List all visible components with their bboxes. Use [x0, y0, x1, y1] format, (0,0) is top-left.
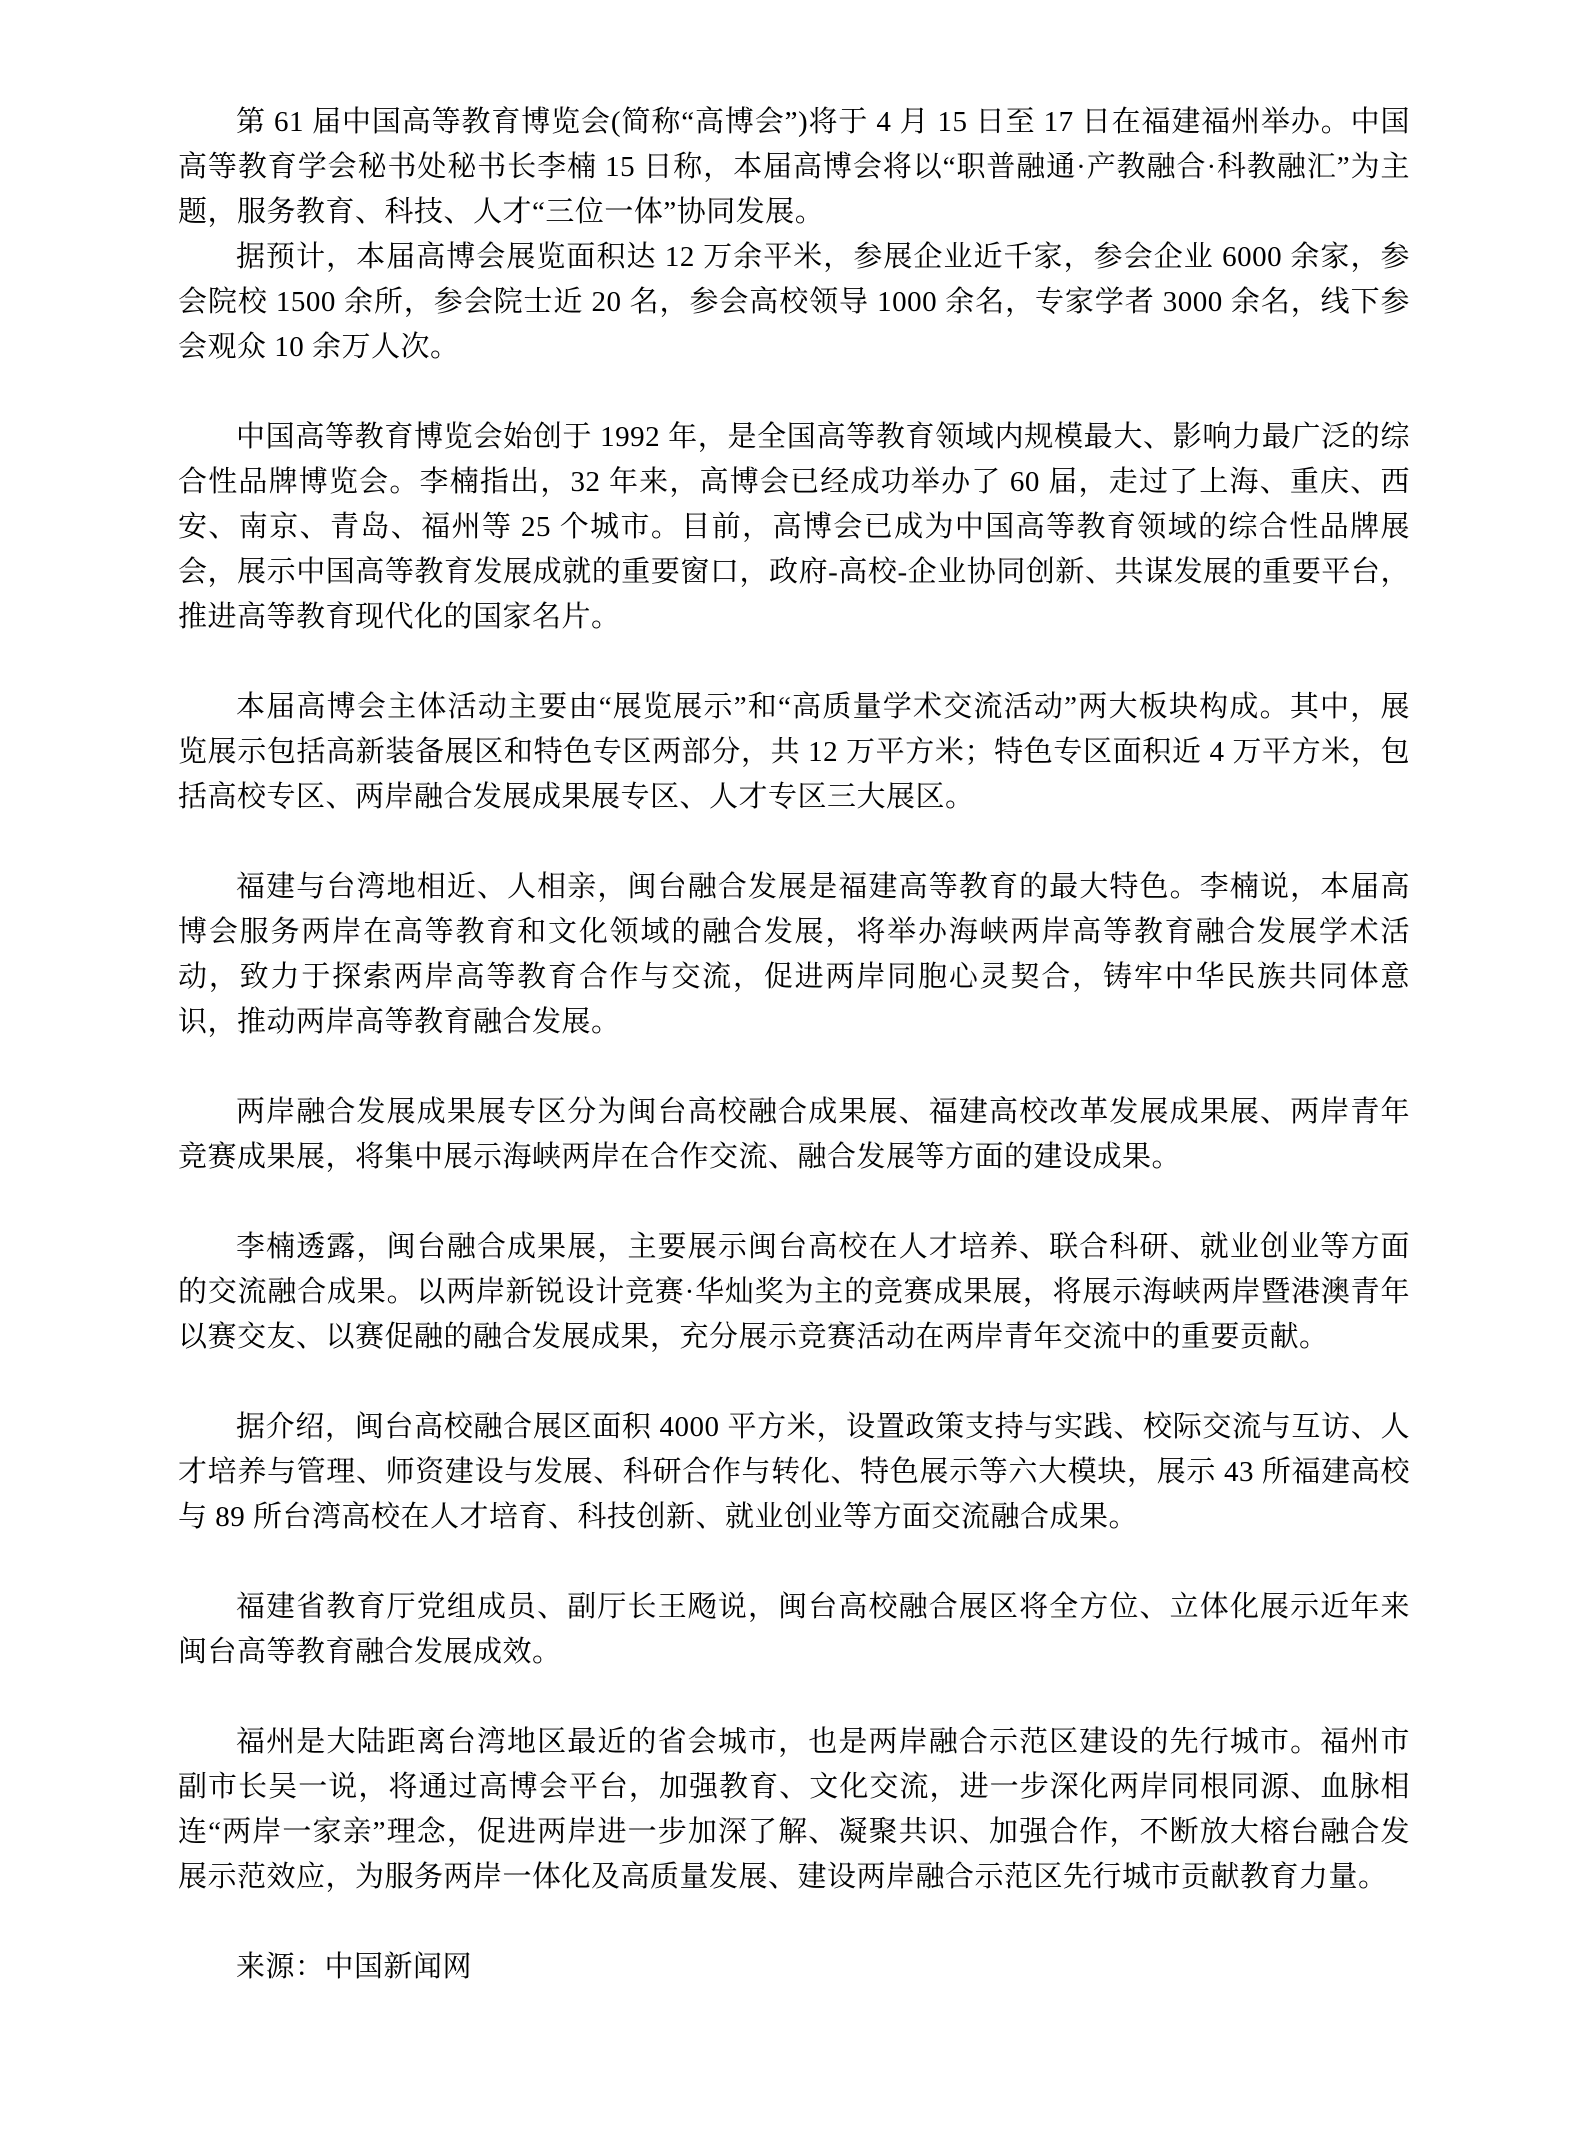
achievements-zone-paragraph: 两岸融合发展成果展专区分为闽台高校融合成果展、福建高校改革发展成果展、两岸青年竞赛成果展，将集中展示海峡两岸在合作交流、融合发展等方面的建设成果。 — [178, 1096, 1410, 1173]
activities-paragraph: 本届高博会主体活动主要由“展览展示”和“高质量学术交流活动”两大板块构成。其中，展览展示包括高新装备展区和特色专区两部分，共 12 万平方米；特色专区面积近 4 万平方米，包括高校专区、两岸融合发展成果展专区、人才专区三大展区。 — [178, 691, 1410, 813]
history-paragraph: 中国高等教育博览会始创于 1992 年，是全国高等教育领域内规模最大、影响力最广泛的综合性品牌博览会。李楠指出，32 年来，高博会已经成功举办了 60 届，走过了上海、重庆、西安、南京、青岛、福州等 25 个城市。目前，高博会已成为中国高等教育领域的综合性品牌展会，展示中国高等教育发展成就的重要窗口，政府-高校-企业协同创新、共谋发展的重要平台，推进高等教育现代化的国家名片。 — [178, 421, 1410, 633]
competition-results-paragraph: 李楠透露，闽台融合成果展，主要展示闽台高校在人才培养、联合科研、就业创业等方面的交流融合成果。以两岸新锐设计竞赛·华灿奖为主的竞赛成果展，将展示海峡两岸暨港澳青年以赛交友、以赛促融的融合发展成果，充分展示竞赛活动在两岸青年交流中的重要贡献。 — [178, 1231, 1410, 1353]
fujian-taiwan-paragraph: 福建与台湾地相近、人相亲，闽台融合发展是福建高等教育的最大特色。李楠说，本届高博会服务两岸在高等教育和文化领域的融合发展，将举办海峡两岸高等教育融合发展学术活动，致力于探索两岸高等教育合作与交流，促进两岸同胞心灵契合，铸牢中华民族共同体意识，推动两岸高等教育融合发展。 — [178, 871, 1410, 1038]
article-body — [178, 100, 1410, 1990]
education-official-paragraph: 福建省教育厅党组成员、副厅长王飏说，闽台高校融合展区将全方位、立体化展示近年来闽台高等教育融合发展成效。 — [178, 1591, 1410, 1668]
fuzhou-paragraph: 福州是大陆距离台湾地区最近的省会城市，也是两岸融合示范区建设的先行城市。福州市副市长吴一说，将通过高博会平台，加强教育、文化交流，进一步深化两岸同根同源、血脉相连“两岸一家亲”理念，促进两岸进一步加深了解、凝聚共识、加强合作，不断放大榕台融合发展示范效应，为服务两岸一体化及高质量发展、建设两岸融合示范区先行城市贡献教育力量。 — [178, 1726, 1410, 1893]
stats-paragraph: 据预计，本届高博会展览面积达 12 万余平米，参展企业近千家，参会企业 6000 余家，参会院校 1500 余所，参会院士近 20 名，参会高校领导 1000 余名，专家学者 3000 余名，线下参会观众 10 余万人次。 — [178, 241, 1410, 363]
source-line: 来源：中国新闻网 — [236, 1951, 473, 1983]
intro-paragraph: 第 61 届中国高等教育博览会(简称“高博会”)将于 4 月 15 日至 17 日在福建福州举办。中国高等教育学会秘书处秘书长李楠 15 日称，本届高博会将以“职普融通·产教融合·科教融汇”为主题，服务教育、科技、人才“三位一体”协同发展。 — [178, 106, 1410, 228]
exhibition-area-paragraph: 据介绍，闽台高校融合展区面积 4000 平方米，设置政策支持与实践、校际交流与互访、人才培养与管理、师资建设与发展、科研合作与转化、特色展示等六大模块，展示 43 所福建高校与 89 所台湾高校在人才培育、科技创新、就业创业等方面交流融合成果。 — [178, 1411, 1410, 1533]
